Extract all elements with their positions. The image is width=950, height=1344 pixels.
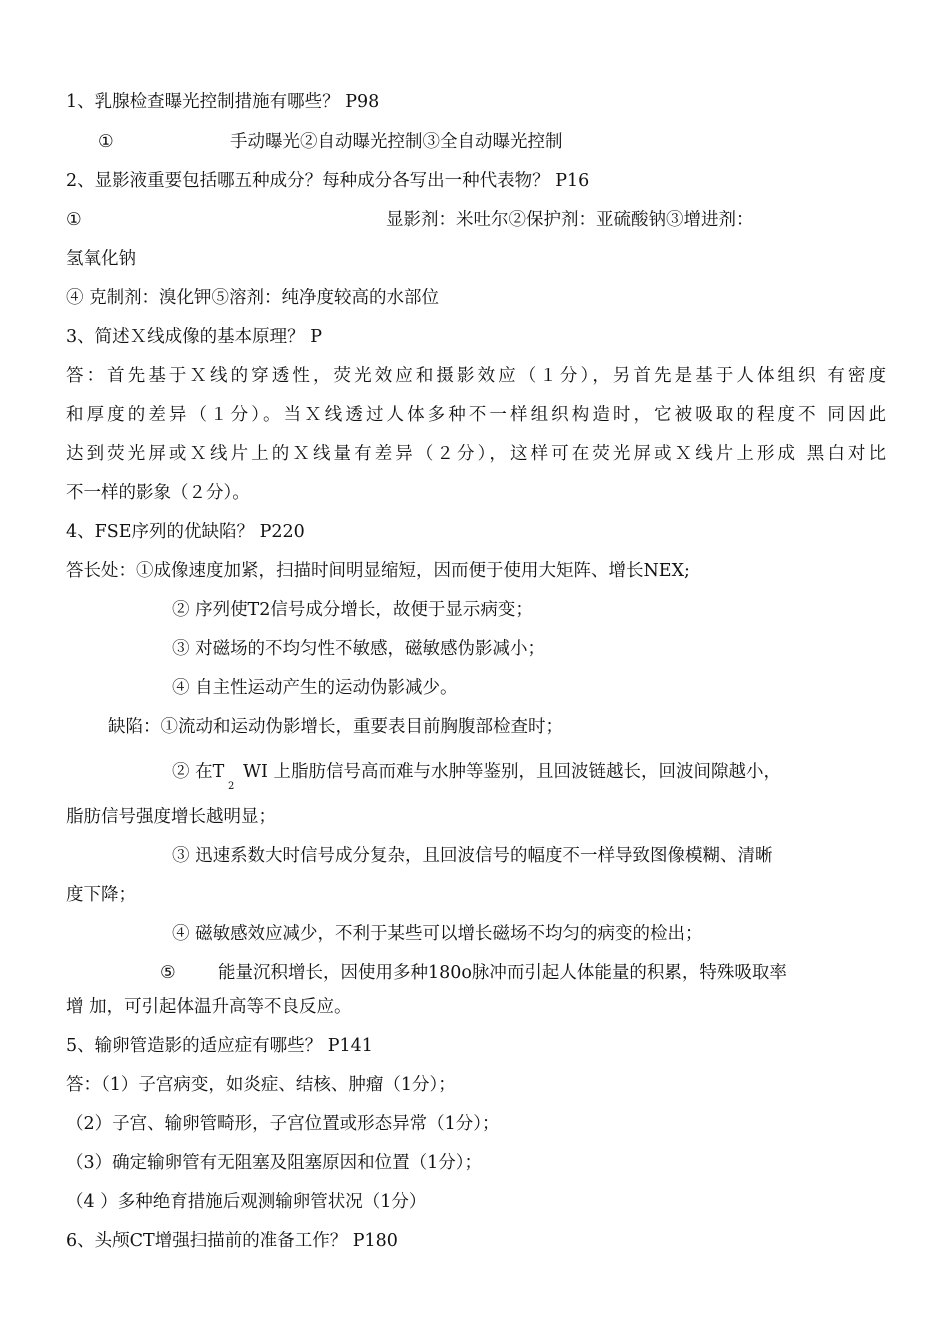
question-4-disadvantage-2-cont: 脂肪信号强度增长越明显； — [66, 807, 276, 827]
question-3-answer-line: 答：首先基于Ｘ线的穿透性，荧光效应和摄影效应（１分），另首先是基于人体组织 有密度 — [66, 366, 886, 386]
question-1-title: 1、乳腺检查曝光控制措施有哪些？ P98 — [66, 92, 380, 112]
question-3-answer-line: 达到荧光屏或Ｘ线片上的Ｘ线量有差异（２分），这样可在荧光屏或Ｘ线片上形成 黑白对比 — [66, 444, 886, 464]
question-1-marker: ① — [98, 132, 114, 152]
question-4-disadvantage-3: ③ 迅速系数大时信号成分复杂，且回波信号的幅度不一样导致图像模糊、清晰 — [172, 846, 773, 866]
question-5-item: （2）子宫、输卵管畸形，子宫位置或形态异常（1分）； — [66, 1114, 500, 1134]
question-2-answer-a: 显影剂：米吐尔②保护剂：亚硫酸钠③增进剂： — [386, 210, 754, 230]
question-2-marker: ① — [66, 210, 82, 230]
question-4-disadvantage-2-head: ② 在T — [172, 762, 225, 782]
question-4-disadvantage-5: 能量沉积增长，因使用多种180o脉冲而引起人体能量的积累，特殊吸取率 — [218, 963, 787, 983]
question-3-answer-line: 不一样的影象（２分）。 — [66, 483, 250, 503]
question-4-disadvantage-3-cont: 度下降； — [66, 885, 136, 905]
question-4-disadvantage-2-tail: WI 上脂肪信号高而难与水肿等鉴别，且回波链越长，回波间隙越小， — [243, 762, 781, 782]
question-4-title: 4、FSE序列的优缺陷？ P220 — [66, 522, 305, 542]
question-5-item: （4 ）多种绝育措施后观测输卵管状况（1分） — [66, 1192, 427, 1212]
question-3-answer-line: 和厚度的差异（１分）。当Ｘ线透过人体多种不一样组织构造时，它被吸取的程度不 同因此 — [66, 405, 886, 425]
question-4-advantage-1: 答长处：①成像速度加紧，扫描时间明显缩短，因而便于使用大矩阵、增长NEX; — [66, 561, 690, 581]
question-4-disadvantage-5-cont: 增 加，可引起体温升高等不良反应。 — [66, 997, 352, 1017]
question-1-answer: 手动曝光②自动曝光控制③全自动曝光控制 — [230, 132, 563, 152]
question-4-advantage-4: ④ 自主性运动产生的运动伪影减少。 — [172, 678, 458, 698]
question-5-item: 答：（1）子宫病变，如炎症、结核、肿瘤（1分）； — [66, 1075, 456, 1095]
question-4-disadvantage-5-marker: ⑤ — [160, 963, 176, 983]
question-4-advantage-3: ③ 对磁场的不均匀性不敏感，磁敏感伪影减小； — [172, 639, 546, 659]
question-4-subscript: 2 — [228, 781, 235, 792]
question-2-answer-b: 氢氧化钠 — [66, 249, 136, 269]
question-4-advantage-2: ② 序列使T2信号成分增长，故便于显示病变； — [172, 600, 533, 620]
question-4-disadvantage-4: ④ 磁敏感效应减少，不利于某些可以增长磁场不均匀的病变的检出； — [172, 924, 703, 944]
question-3-title: 3、简述Ｘ线成像的基本原理？ P — [66, 327, 322, 347]
question-4-disadvantage-1: 缺陷：①流动和运动伪影增长，重要表目前胸腹部检查时； — [108, 717, 563, 737]
question-2-title: 2、显影液重要包括哪五种成分？每种成分各写出一种代表物？ P16 — [66, 171, 590, 191]
question-5-title: 5、输卵管造影的适应症有哪些？ P141 — [66, 1036, 373, 1056]
question-6-title: 6、头颅CT增强扫描前的准备工作？ P180 — [66, 1231, 398, 1251]
question-2-answer-c: ④ 克制剂：溴化钾⑤溶剂：纯净度较高的水部位 — [66, 288, 440, 308]
question-5-item: （3）确定输卵管有无阻塞及阻塞原因和位置（1分）； — [66, 1153, 483, 1173]
